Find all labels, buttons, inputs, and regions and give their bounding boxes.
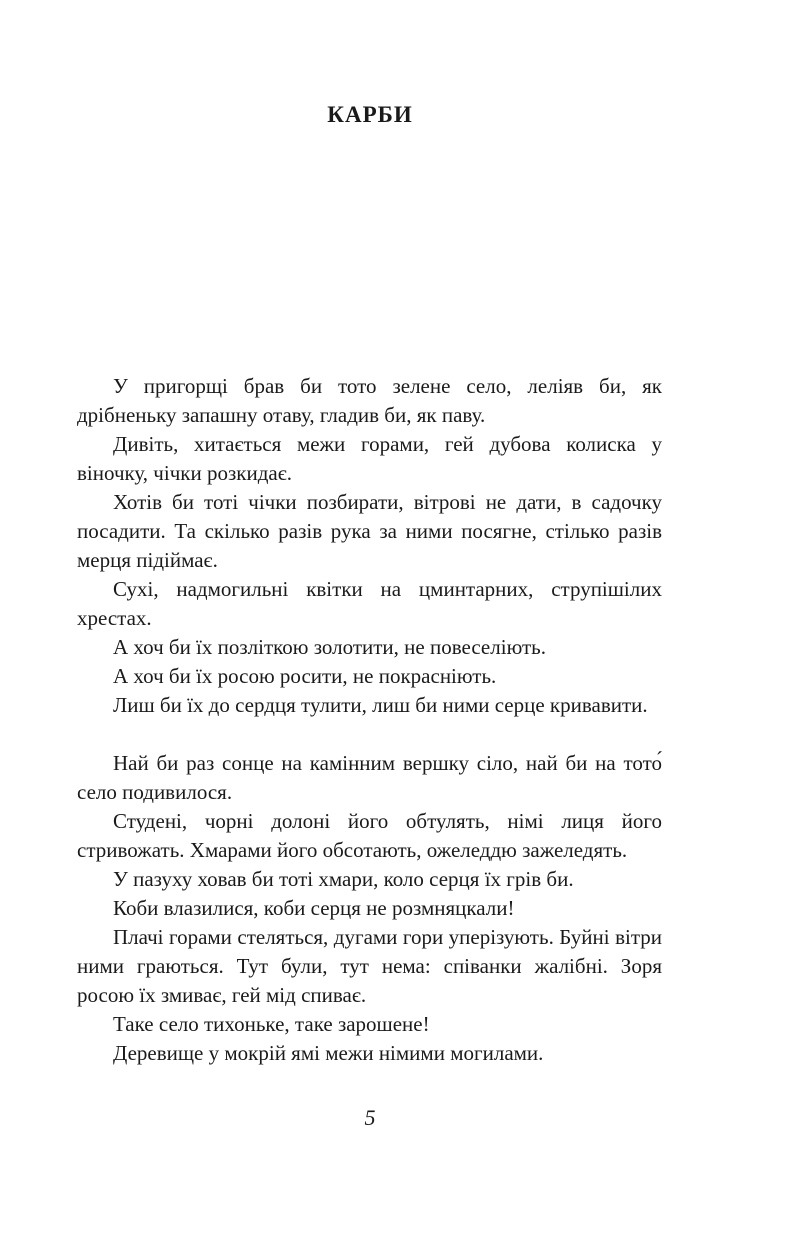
paragraph: Студені, чорні долоні його обтулять, німі лиця його стривожать. Хмарами його обсотають, ожеледдю зажеледять.	[77, 809, 662, 862]
section-break	[77, 720, 662, 749]
paragraph: А хоч би їх росою росити, не покраснiють.	[113, 664, 497, 688]
paragraph: У пазуху ховав би тоті хмари, коло серця їх грів би.	[113, 867, 574, 891]
paragraph: Лиш би їх до сердця тулити, лиш би ними серце кривавити.	[113, 693, 648, 717]
paragraph: Деревище у мокрій ямі межи німими могилами.	[113, 1041, 544, 1065]
paragraph: Сухі, надмогильні квітки на цминтарних, струпішілих хрестах.	[77, 577, 662, 630]
chapter-title: КАРБИ	[327, 102, 413, 127]
paragraph: Коби влазилися, коби серця не розмняцкали!	[113, 896, 515, 920]
page-number: 5	[364, 1105, 376, 1130]
body-text	[77, 372, 662, 1068]
paragraph: Хотів би тоті чічки позбирати, вітрові не дати, в садочку посадити. Та скілько разів рука за ними посягне, стілько разів мерця підіймає.	[77, 490, 662, 572]
paragraph: Таке село тихоньке, таке зарошене!	[113, 1012, 430, 1036]
paragraph: А хоч би їх позліткою золотити, не повеселіють.	[113, 635, 546, 659]
paragraph: Плачі горами стеляться, дугами гори уперізують. Буйні вітри ними граються. Тут були, тут нема: співанки жалібні. Зоря росою їх змиває, гей мід спиває.	[77, 925, 662, 1007]
paragraph: Най би раз сонце на камінним вершку сіло, най би на тото́ село подивилося.	[77, 751, 662, 804]
paragraph: Дивіть, хитається межи горами, гей дубова колиска у віночку, чічки розкидає.	[77, 432, 662, 485]
paragraph: У пригорщі брав би тото зелене село, леліяв би, як дрібненьку запашну отаву, гладив би, як паву.	[77, 374, 662, 427]
